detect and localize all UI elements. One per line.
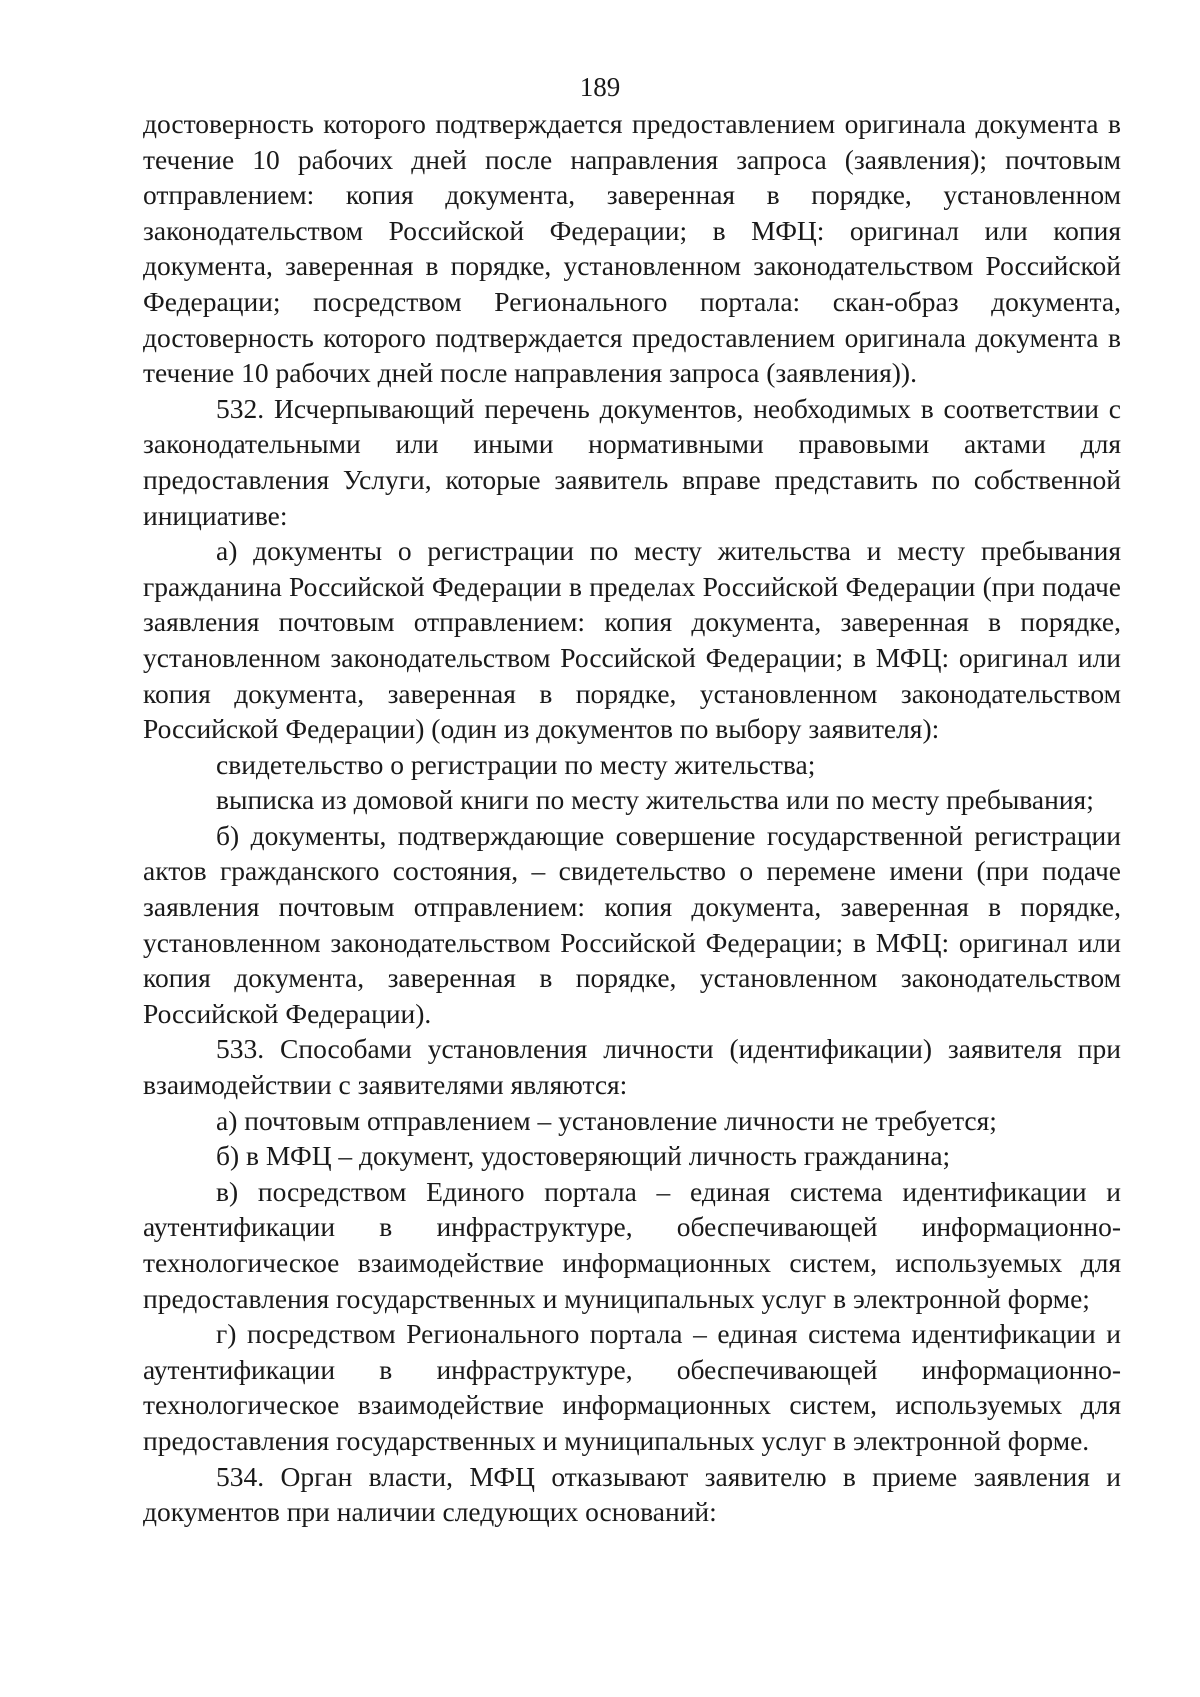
page-number: 189 xyxy=(579,72,621,102)
paragraph-532-a-item-2: выписка из домовой книги по месту жительства или по месту пребывания; xyxy=(216,784,1094,816)
paragraph-533: 533. Способами установления личности (идентификации) заявителя при взаимодействии с заявителями являются: xyxy=(143,1033,1121,1101)
paragraph-533-a: а) почтовым отправлением – установление личности не требуется; xyxy=(216,1104,997,1136)
paragraph-continuation: достоверность которого подтверждается предоставлением оригинала документа в течение 10 рабочих дней после направления запроса (заявления); почтовым отправлением: копия документа, заверенная в порядке, установленном законодательством Российской Федерации; в МФЦ: оригинал или копия документа, заверенная в порядке, установленном законодательством Российской Федерации; посредством Регионального портала: скан-образ документа, достоверность которого подтверждается предоставлением оригинала документа в течение 10 рабочих дней после направления запроса (заявления)). xyxy=(143,108,1121,389)
document-body xyxy=(143,106,1121,1530)
paragraph-532-b: б) документы, подтверждающие совершение государственной регистрации актов гражданского состояния, – свидетельство о перемене имени (при подаче заявления почтовым отправлением: копия документа, заверенная в порядке, установленном законодательством Российской Федерации; в МФЦ: оригинал или копия документа, заверенная в порядке, установленном законодательством Российской Федерации). xyxy=(143,819,1121,1029)
paragraph-532: 532. Исчерпывающий перечень документов, необходимых в соответствии с законодательными или иными нормативными правовыми актами для предоставления Услуги, которые заявитель вправе представить по собственной инициативе: xyxy=(143,392,1121,531)
paragraph-533-v: в) посредством Единого портала – единая система идентификации и аутентификации в инфраструктуре, обеспечивающей информационно-технологическое взаимодействие информационных систем, используемых для предоставления государственных и муниципальных услуг в электронной форме; xyxy=(143,1175,1121,1314)
paragraph-533-g: г) посредством Регионального портала – единая система идентификации и аутентификации в инфраструктуре, обеспечивающей информационно-технологическое взаимодействие информационных систем, используемых для предоставления государственных и муниципальных услуг в электронной форме. xyxy=(143,1318,1121,1456)
paragraph-534: 534. Орган власти, МФЦ отказывают заявителю в приеме заявления и документов при наличии следующих оснований: xyxy=(143,1460,1121,1528)
paragraph-533-b: б) в МФЦ – документ, удостоверяющий личность гражданина; xyxy=(216,1140,951,1172)
paragraph-532-a: а) документы о регистрации по месту жительства и месту пребывания гражданина Российской Федерации в пределах Российской Федерации (при подаче заявления почтовым отправлением: копия документа, заверенная в порядке, установленном законодательством Российской Федерации; в МФЦ: оригинал или копия документа, заверенная в порядке, установленном законодательством Российской Федерации) (один из документов по выбору заявителя): xyxy=(143,535,1121,745)
paragraph-532-a-item-1: свидетельство о регистрации по месту жительства; xyxy=(216,748,816,780)
